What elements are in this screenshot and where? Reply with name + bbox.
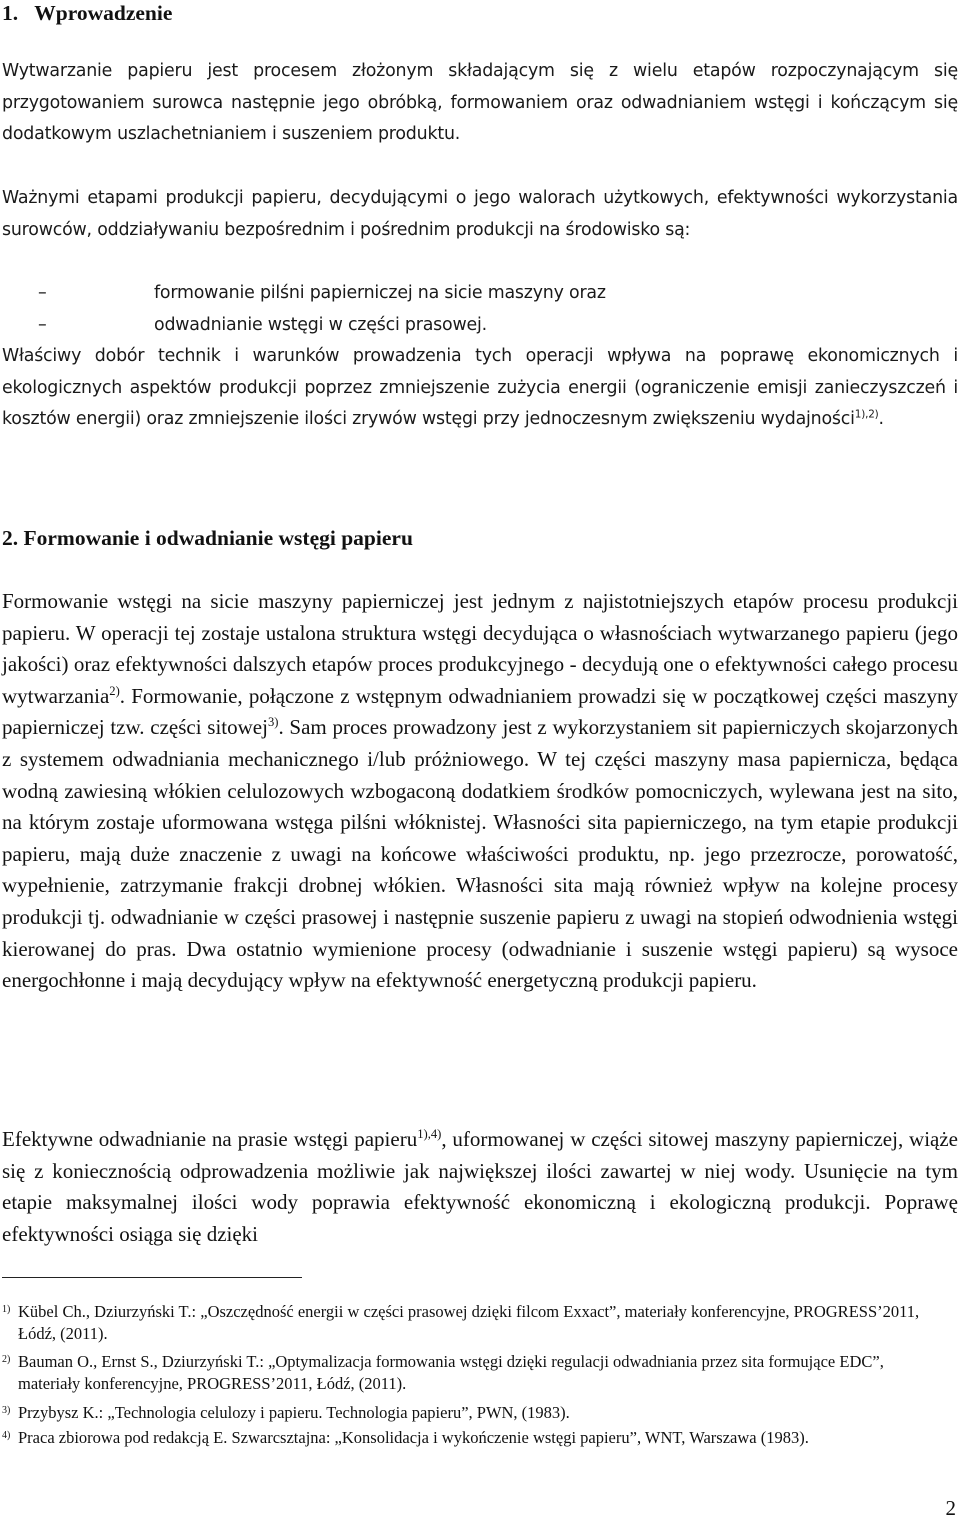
citation-ref: 3)	[267, 715, 279, 730]
paragraph-text: . Formowanie, połączone z wstępnym odwadnianiem prowadzi się w początkowej części maszyny papierniczej tzw. części sitowej	[2, 683, 958, 740]
citation-ref: 1),4)	[417, 1127, 442, 1142]
dewatering-paragraph	[2, 1124, 958, 1250]
footnote-text: Przybysz K.: „Technologia celulozy i papieru. Technologia papieru”, PWN, (1983).	[18, 1403, 570, 1422]
citation-ref: 2)	[109, 683, 120, 698]
footnote	[2, 1351, 922, 1395]
paragraph-text: Efektywne odwadnianie na prasie wstęgi papieru	[2, 1127, 418, 1151]
footnote-separator	[2, 1277, 302, 1278]
footnote	[2, 1427, 922, 1449]
footnote	[2, 1402, 922, 1424]
footnote-text: Bauman O., Ernst S., Dziurzyński T.: „Optymalizacja formowania wstęgi dzięki regulacji odwadniania przez sita formujące EDC”, materiały konferencyjne, PROGRESS’2011, Łódź, (2011).	[18, 1352, 884, 1393]
page-number: 2	[945, 1496, 956, 1520]
citation-ref: 1),2)	[854, 408, 879, 421]
list-item-text: formowanie pilśni papierniczej na sicie maszyny oraz	[154, 283, 606, 303]
dash-bullet: –	[38, 283, 47, 303]
technique-paragraph	[2, 341, 958, 436]
paragraph-text: Właściwy dobór technik i warunków prowadzenia tych operacji wpływa na poprawę ekonomicznych i ekologicznych aspektów produkcji poprzez zmniejszenie zużycia energii (ograniczenie emisji zanieczyszczeń i kosztów energii) oraz zmniejszenie ilości zrywów wstęgi przy jednoczesnym zwiększeniu wydajności	[2, 346, 958, 430]
footnote-number: 1)	[2, 1304, 11, 1315]
section-2-heading: 2. Formowanie i odwadnianie wstęgi papieru	[2, 526, 413, 550]
footnote	[2, 1301, 922, 1345]
forming-paragraph	[2, 586, 958, 997]
list-item-text: odwadnianie wstęgi w części prasowej.	[154, 314, 487, 335]
footnote-number: 4)	[2, 1430, 11, 1441]
stages-paragraph: Ważnymi etapami produkcji papieru, decydującymi o jego walorach użytkowych, efektywności wykorzystania surowców, oddziaływaniu bezpośrednim i pośrednim produkcji na środowisko są:	[2, 188, 958, 240]
intro-paragraph: Wytwarzanie papieru jest procesem złożonym składającym się z wielu etapów rozpoczynającym się przygotowaniem surowca następnie jego obróbką, formowaniem oraz odwadnianiem wstęgi i kończącym się dodatkowym uszlachetnianiem i suszeniem produktu.	[2, 61, 958, 145]
dash-bullet: –	[38, 314, 47, 335]
footnote-text: Praca zbiorowa pod redakcją E. Szwarcsztajna: „Konsolidacja i wykończenie wstęgi papieru”, WNT, Warszawa (1983).	[18, 1428, 809, 1447]
footnote-text: Kübel Ch., Dziurzyński T.: „Oszczędność energii w części prasowej dzięki filcom Exxact”, materiały konferencyjne, PROGRESS’2011, Łódź, (2011).	[18, 1302, 920, 1343]
paragraph-text: Formowanie wstęgi na sicie maszyny papierniczej jest jednym z najistotniejszych etapów procesu produkcji papieru. W operacji tej zostaje ustalona struktura wstęgi decydująca o własnościach wytwarzanego papieru (jego jakości) oraz efektywności dalszych etapów proces produkcyjnego - decydują one o efektywności całego procesu wytwarzania	[2, 589, 958, 708]
section-1-heading: 1. Wprowadzenie	[2, 1, 173, 25]
paragraph-text: , uformowanej w części sitowej maszyny papierniczej, wiąże się z koniecznością odprowadzenia możliwie jak największej ilości zawartej w niej wody. Usunięcie na tym etapie maksymalnej ilości wody poprawia efektywność ekonomiczną i ekologiczną produkcji. Poprawę efektywności osiąga się dzięki	[2, 1127, 958, 1246]
paragraph-text: . Sam proces prowadzony jest z wykorzystaniem sit papierniczych skojarzonych z systemem odwadniania mechanicznego i/lub próżniowego. W tej części maszyny masa papiernicza, będąca wodną zawiesiną włókien celulozowych wzbogaconą dodatkiem środków pomocniczych, wylewana jest na sito, na którym zostaje uformowana wstęga pilśni włóknistej. Własności sita papierniczego, na tym etapie produkcji papieru, mają duże znaczenie z uwagi na końcowe właściwości produktu, np. jego przezrocze, porowatość, wypełnienie, zatrzymanie frakcji drobnej włókien. Własności sita mają również wpływ na kolejne procesy produkcji tj. odwadnianie w części prasowej i następnie suszenie papieru z uwagi na stopień odwodnienia wstęgi kierowanej do pras. Dwa ostatnio wymienione procesy (odwadnianie i suszenie wstęgi papieru) są wysoce energochłonne i mają decydujący wpływ na efektywność energetyczną produkcji papieru.	[2, 715, 958, 993]
footnote-number: 2)	[2, 1354, 11, 1365]
footnote-number: 3)	[2, 1405, 11, 1416]
paragraph-text-end: .	[878, 409, 884, 430]
